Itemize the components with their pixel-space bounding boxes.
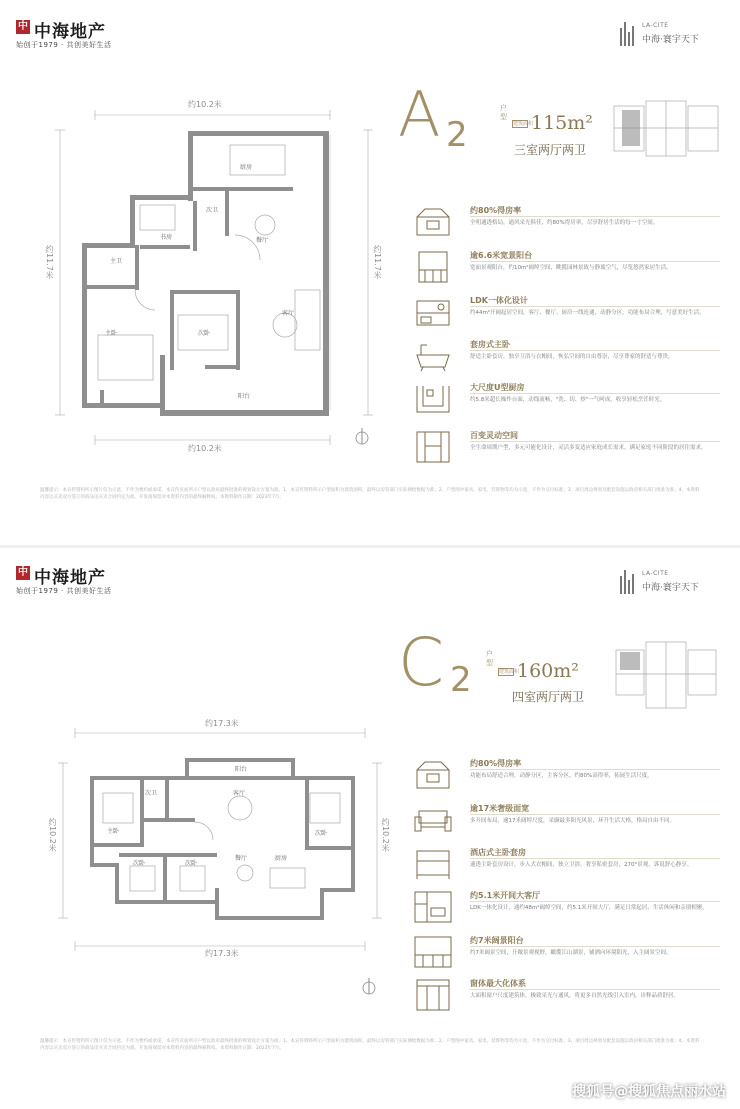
feature-divider xyxy=(470,769,720,770)
space-icon xyxy=(411,428,455,466)
feature-desc: 全明通透格局，通风采光俱佳，约80%得房率，尽享舒居生活的每一寸空间。 xyxy=(470,220,659,226)
feature-desc: 舒适主卧套房，独享卫浴与衣帽间，恢弘空间的自由尊崇，尽享尊家的舒适与尊贵。 xyxy=(470,354,674,360)
unit-type-label: 户型 xyxy=(486,650,493,667)
dim-left: 约11.7米 xyxy=(45,245,54,279)
compass-icon xyxy=(362,978,376,996)
room-label: 次卫 xyxy=(145,790,158,797)
project-name-en: LA-CITE xyxy=(642,570,669,577)
unit-type-letter: A xyxy=(398,78,441,151)
dim-bottom: 约17.3米 xyxy=(205,949,239,958)
room-label: 次卫 xyxy=(206,207,219,214)
project-name-en: LA-CITE xyxy=(642,22,669,29)
project-name-cn: 中海·寰宇天下 xyxy=(642,583,699,593)
brand-name: 中海地产 xyxy=(34,568,106,588)
project-name-cn: 中海·寰宇天下 xyxy=(642,35,699,45)
unit-area-value: 115m² xyxy=(531,112,593,134)
bathtub-icon xyxy=(411,337,455,375)
feature-title: 窗体最大化体系 xyxy=(470,979,526,988)
room-label: 主卧 xyxy=(105,330,118,337)
feature-item xyxy=(411,976,721,1020)
unit-type-number: 2 xyxy=(446,115,468,155)
feature-divider xyxy=(470,989,720,990)
unit-type-label: 户型 xyxy=(500,104,507,121)
brand-logo: 中 xyxy=(18,21,28,32)
box-icon xyxy=(411,756,455,794)
feature-desc: 约7米阔景空间，开敞景观视野，瞰揽江山湖景，铺洒向环境阳光，入主阔景空间。 xyxy=(470,950,672,956)
room-label: 餐厅 xyxy=(235,855,248,862)
key-plan-icon xyxy=(612,638,720,716)
bed-icon xyxy=(411,845,455,883)
feature-item xyxy=(411,203,721,247)
room-label: 主卫 xyxy=(110,258,123,265)
dim-right: 约10.2米 xyxy=(381,818,390,852)
feature-item xyxy=(411,337,721,381)
balcony-icon xyxy=(411,933,455,971)
dim-right: 约11.7米 xyxy=(373,245,382,279)
dim-top: 约10.2米 xyxy=(188,100,222,109)
feature-divider xyxy=(470,350,720,351)
project-logo xyxy=(620,566,720,596)
floorplan-sheet-a2 xyxy=(0,0,740,545)
floorplan-drawing xyxy=(20,95,390,460)
feature-desc: 通透主卧套房设计，步入式衣帽间，独立卫浴，奢享私密套房，270°景观，诉说舒心静享。 xyxy=(470,862,693,868)
ldk-icon xyxy=(411,293,455,331)
room-label: 次卧 xyxy=(185,860,198,867)
unit-rooms: 四室两厅两卫 xyxy=(512,690,585,704)
room-label: 阳台 xyxy=(238,393,251,400)
dim-left: 约10.2米 xyxy=(48,818,57,852)
room-label: 阳台 xyxy=(235,766,248,773)
feature-desc: 大面积窗户尺度建筑体，极致采光与通风，将更多自然光线引入室内，诠释品质舒居。 xyxy=(470,993,680,999)
unit-type-letter: C xyxy=(398,624,445,701)
feature-title: 逾6.6米宽景阳台 xyxy=(470,251,533,260)
feature-divider xyxy=(470,261,720,262)
feature-title: 约7米阔景阳台 xyxy=(470,936,524,945)
feature-item xyxy=(411,380,721,424)
feature-item xyxy=(411,293,721,337)
project-logo xyxy=(620,18,720,48)
feature-divider xyxy=(470,814,720,815)
feature-desc: 功能布局舒适合理，动静分区，主客分区，约80%高得率，拓展生活尺度。 xyxy=(470,773,653,779)
dim-top: 约17.3米 xyxy=(205,719,239,728)
feature-item xyxy=(411,248,721,292)
balcony-icon xyxy=(411,248,455,286)
feature-desc: 约5.8米超长操作台面，动线流畅，"洗、切、炒"一气呵成，收享轻松烹饪时光。 xyxy=(470,397,666,403)
feature-divider xyxy=(470,901,720,902)
room-label: 客厅 xyxy=(282,310,295,317)
sofa-icon xyxy=(411,801,455,839)
room-label: 书房 xyxy=(160,234,173,241)
room-label: 主卧 xyxy=(107,828,120,835)
key-plan-icon xyxy=(612,96,720,162)
area-tag: 建筑面积 xyxy=(499,669,520,675)
compass-icon xyxy=(355,428,369,446)
kitchen-icon xyxy=(411,380,455,418)
feature-item xyxy=(411,845,721,889)
unit-type-number: 2 xyxy=(450,660,472,700)
feature-title: 约80%得房率 xyxy=(470,206,522,215)
feature-item xyxy=(411,888,721,932)
feature-desc: 多开间布局，逾17米阔绰尺度，采撷最多阳光风景，环升生活大格，格局自由不同。 xyxy=(470,818,676,824)
dim-bottom: 约10.2米 xyxy=(188,444,222,453)
feature-title: 酒店式主卧套房 xyxy=(470,848,526,857)
brand-name: 中海地产 xyxy=(34,22,106,42)
feature-title: 套房式主卧 xyxy=(470,340,510,349)
feature-divider xyxy=(470,216,720,217)
room-label: 餐厅 xyxy=(256,237,269,244)
watermark: 搜狐号@搜狐焦点丽水站 xyxy=(572,1084,726,1100)
unit-area xyxy=(498,660,579,682)
feature-desc: 宽面景观阳台，约10m²阔绰空间，眺揽园林景致与静谧空气，尽览悠然家居生活。 xyxy=(470,265,672,271)
feature-title: 约80%得房率 xyxy=(470,759,522,768)
feature-title: 百变灵动空间 xyxy=(470,431,518,440)
feature-desc: 约44m²开阔起居空间，客厅、餐厅、厨房一线连通，动静分区，功能布局合理，写意美好生活。 xyxy=(470,310,705,316)
feature-title: 大尺度U型厨房 xyxy=(470,383,525,392)
feature-title: 逾17米奢级面宽 xyxy=(470,804,530,813)
feature-title: 约5.1米开间大客厅 xyxy=(470,891,541,900)
feature-divider xyxy=(470,306,720,307)
feature-item xyxy=(411,756,721,800)
feature-item xyxy=(411,801,721,845)
floorplan-a2 xyxy=(20,95,390,460)
room-label: 客厅 xyxy=(233,790,246,797)
room-label: 次卧 xyxy=(198,330,211,337)
feature-divider xyxy=(470,393,720,394)
feature-divider xyxy=(470,858,720,859)
unit-area xyxy=(512,112,593,134)
feature-desc: 全生命周期户型，多元可能化设计，灵活多变适应家庭成长需求，满足家庭不同阶段的居住需求。 xyxy=(470,445,707,451)
brand-slogan: 始创于1979 · 共创美好生活 xyxy=(16,587,112,595)
feature-title: LDK一体化设计 xyxy=(470,296,528,305)
floorplan-sheet-c2 xyxy=(0,548,740,1109)
livingroom-icon xyxy=(411,888,455,926)
feature-item xyxy=(411,428,721,472)
window-icon xyxy=(411,976,455,1014)
brand-slogan: 始创于1979 · 共创美好生活 xyxy=(16,41,112,49)
feature-item xyxy=(411,933,721,977)
disclaimer-text: 温馨提示：本宣传资料所示图片仅为示意，不作为要约或承诺，本宣传页面所示户型以政府最终批准的规划设计方案为准。1、本宣传资料所示户型面积为建筑面积，最终以房管部门实际测绘数据为准；2、户型图中家具、家电、装饰物等均为示意，不作为交付标准；3、项目周边规划及配套设施以政府相关部门批准为准；4、本资料内容以买卖双方签订的商品房买卖合同约定为准。开发商保留对本资料内容的最终解释权。本资料制作日期：2023年7月。 xyxy=(40,488,700,500)
area-tag: 建筑面积 xyxy=(513,121,534,127)
room-label: 次卧 xyxy=(133,860,146,867)
room-label: 厨房 xyxy=(240,164,253,171)
feature-divider xyxy=(470,946,720,947)
unit-rooms: 三室两厅两卫 xyxy=(514,143,587,157)
floorplan-drawing xyxy=(45,718,390,958)
brand-logo: 中 xyxy=(18,567,28,578)
feature-desc: LDK一体化设计，通约48m²阔绰空间，约5.1米开间大厅，满足日常起居、生活休闲和亲朋相聚。 xyxy=(470,905,708,911)
unit-area-value: 160m² xyxy=(517,660,579,682)
box-icon xyxy=(411,203,455,241)
room-label: 厨房 xyxy=(275,855,288,862)
floorplan-c2 xyxy=(45,718,390,958)
feature-divider xyxy=(470,441,720,442)
room-label: 次卧 xyxy=(315,830,328,837)
disclaimer-text: 温馨提示：本宣传资料所示图片仅为示意，不作为要约或承诺，本宣传页面所示户型以政府最终批准的规划设计方案为准。1、本宣传资料所示户型面积为建筑面积，最终以房管部门实际测绘数据为准；2、户型图中家具、家电、装饰物等均为示意，不作为交付标准；3、项目周边规划及配套设施以政府相关部门批准为准；4、本资料内容以买卖双方签订的商品房买卖合同约定为准。开发商保留对本资料内容的最终解释权。本资料制作日期：2023年7月。 xyxy=(40,1039,700,1051)
